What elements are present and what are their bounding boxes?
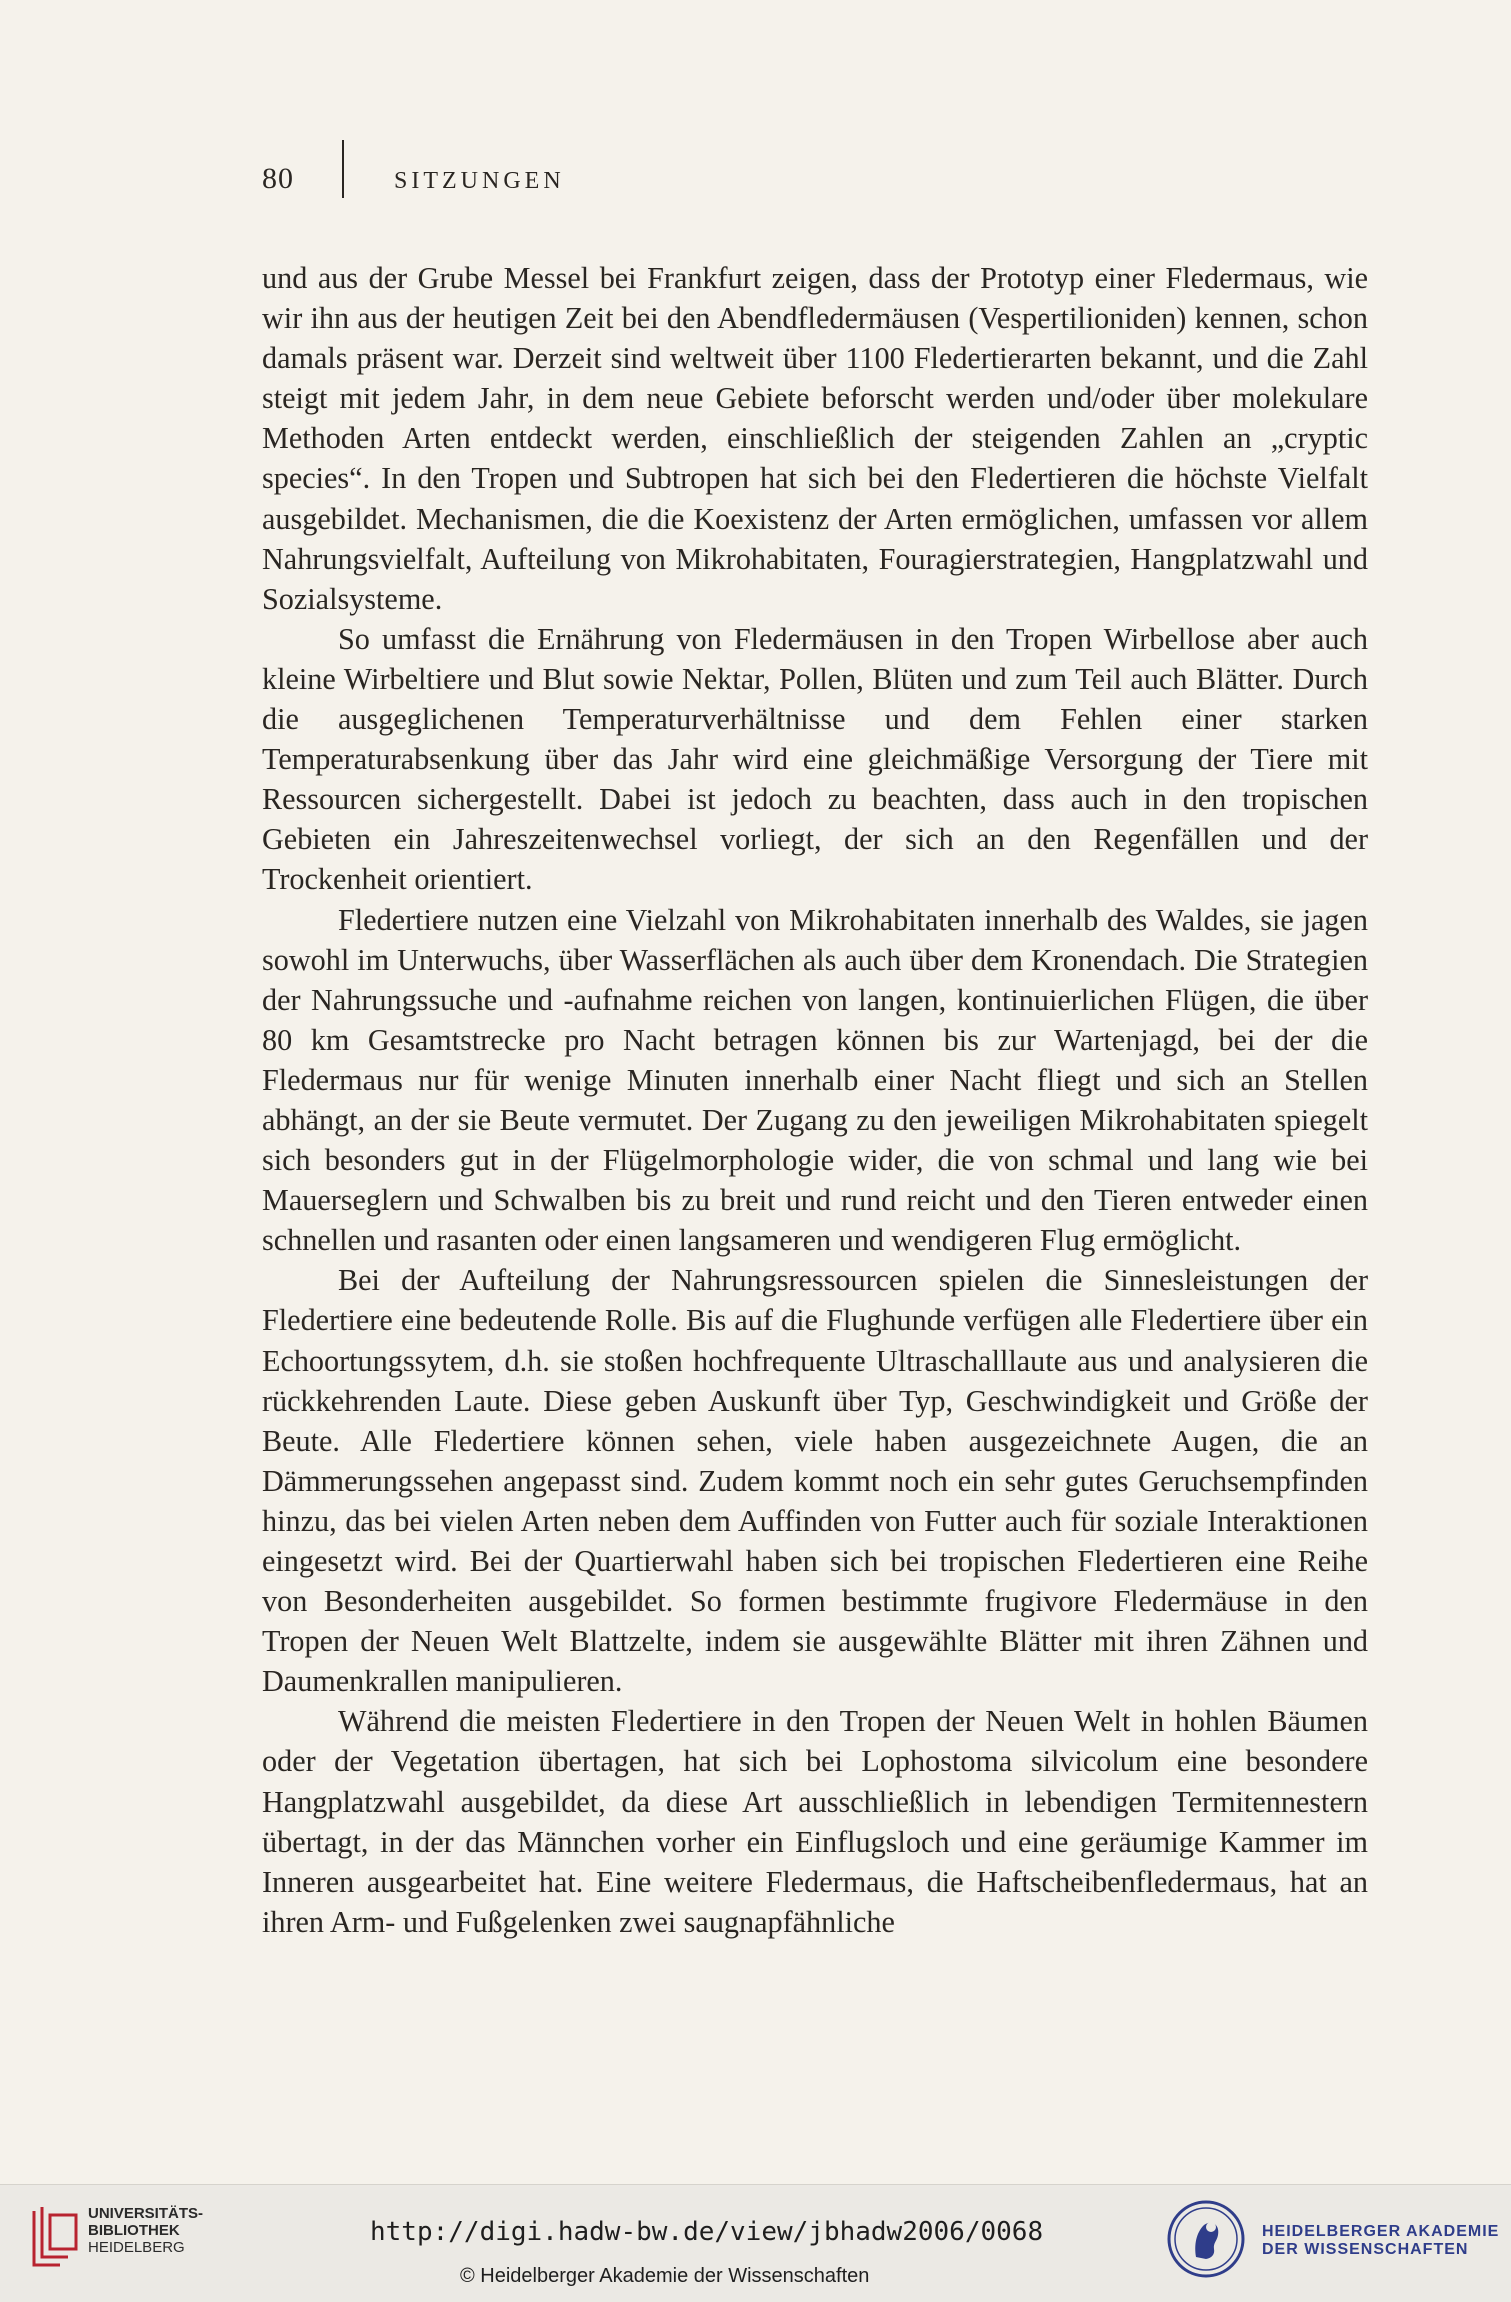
permalink-url[interactable]: http://digi.hadw-bw.de/view/jbhadw2006/0068 xyxy=(370,2217,1044,2247)
paragraph-3: Fledertiere nutzen eine Vielzahl von Mikrohabitaten innerhalb des Waldes, sie jagen sowohl im Unterwuchs, über Wasserflächen als auch über dem Kronendach. Die Strategien der Nahrungssuche und -aufnahme reichen von langen, kontinuierlichen Flügen, die über 80 km Gesamtstrecke pro Nacht betragen können bis zur Wartenjagd, bei der die Fledermaus nur für wenige Minuten innerhalb einer Nacht fliegt und sich an Stellen abhängt, an der sie Beute vermutet. Der Zugang zu den jeweiligen Mikrohabitaten spiegelt sich besonders gut in der Flügelmorphologie wider, die von schmal und lang wie bei Mauerseglern und Schwalben bis zu breit und rund reicht und den Tieren entweder einen schnellen und rasanten oder einen langsameren und wendigeren Flug ermöglicht. xyxy=(262,902,1368,1258)
university-library-name: UNIVERSITÄTS- BIBLIOTHEK HEIDELBERG xyxy=(88,2205,204,2256)
viewer-footer xyxy=(0,2184,1511,2302)
paragraph-4: Bei der Aufteilung der Nahrungsressourcen spielen die Sinnesleistungen der Fledertiere eine bedeutende Rolle. Bis auf die Flughunde verfügen alle Fledertiere über ein Echoortungssytem, d.h. sie stoßen hochfrequente Ultraschalllaute aus und analysieren die rückkehrenden Laute. Diese geben Auskunft über Typ, Geschwindigkeit und Größe der Beute. Alle Fledertiere können sehen, viele haben ausgezeichnete Augen, die an Dämmerungssehen angepasst sind. Zudem kommt noch ein sehr gutes Geruchsempfinden hinzu, das bei vielen Arten neben dem Auffinden von Futter auch für soziale Interaktionen eingesetzt wird. Bei der Quartierwahl haben sich bei tropischen Fledertieren eine Reihe von Besonderheiten ausgebildet. So formen bestimmte frugivore Fledermäuse in den Tropen der Neuen Welt Blattzelte, indem sie ausgewählte Blätter mit ihren Zähnen und Daumenkrallen manipulieren. xyxy=(262,1263,1368,1699)
paragraph-1: und aus der Grube Messel bei Frankfurt zeigen, dass der Prototyp einer Fledermaus, wie wir ihn aus der heutigen Zeit bei den Abendfledermäusen (Vespertilioniden) kennen, schon damals präsent war. Derzeit sind weltweit über 1100 Fledertierarten bekannt, und die Zahl steigt mit jedem Jahr, in dem neue Gebiete beforscht werden und/oder über molekulare Methoden Arten entdeckt werden, einschließlich der steigenden Zahlen an „cryptic species“. In den Tropen und Subtropen hat sich bei den Fledertieren die höchste Vielfalt ausgebildet. Mechanismen, die die Koexistenz der Arten ermöglichen, umfassen vor allem Nahrungsvielfalt, Aufteilung von Mikrohabitaten, Fouragierstrategien, Hangplatzwahl und Sozialsysteme. xyxy=(262,261,1368,616)
paragraph-5: Während die meisten Fledertiere in den Tropen der Neuen Welt in hohlen Bäumen oder der Vegetation übertagen, hat sich bei Lophostoma silvicolum eine besondere Hangplatzwahl ausgebildet, da diese Art ausschließlich in lebendigen Termitennestern übertagt, in der das Männchen vorher ein Einflugsloch und eine geräumige Kammer im Inneren ausgearbeitet hat. Eine weitere Fledermaus, die Haftscheibenfledermaus, hat an ihren Arm- und Fußgelenken zwei saugnapfähnliche xyxy=(262,1704,1368,1939)
copyright-notice: © Heidelberger Akademie der Wissenschaften xyxy=(460,2265,870,2287)
paragraph-2: So umfasst die Ernährung von Fledermäusen in den Tropen Wirbellose aber auch kleine Wirbeltiere und Blut sowie Nektar, Pollen, Blüten und zum Teil auch Blätter. Durch die ausgeglichenen Temperaturverhältnisse und dem Fehlen einer starken Temperaturabsenkung über das Jahr wird eine gleichmäßige Versorgung der Tiere mit Ressourcen sichergestellt. Dabei ist jedoch zu beachten, dass auch in den tropischen Gebieten ein Jahreszeitenwechsel vorliegt, der sich an den Regenfällen und der Trockenheit orientiert. xyxy=(262,621,1368,897)
academy-seal-icon xyxy=(1166,2199,1246,2279)
body-text xyxy=(262,258,1368,1942)
section-title: SITZUNGEN xyxy=(394,168,565,194)
university-library-logo-icon xyxy=(30,2205,82,2269)
header-divider xyxy=(342,140,344,198)
academy-name: HEIDELBERGER AKADEMIE DER WISSENSCHAFTEN xyxy=(1262,2223,1500,2258)
page-number: 80 xyxy=(262,162,294,195)
